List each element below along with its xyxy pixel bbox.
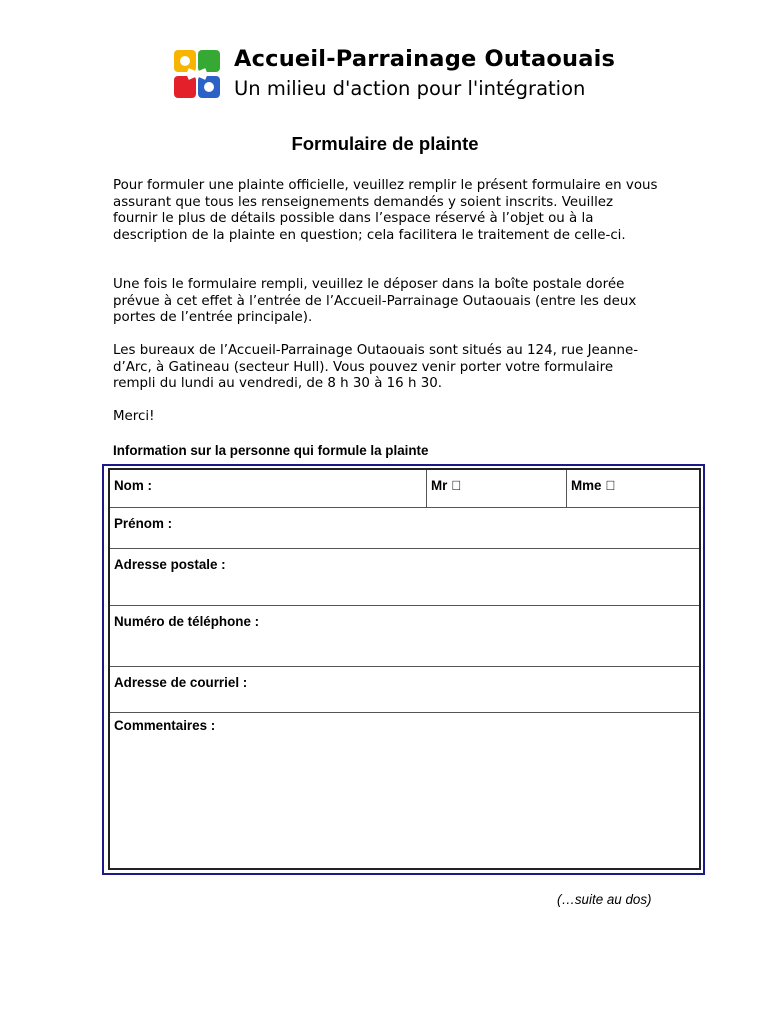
prenom-row[interactable] <box>110 508 699 549</box>
logo-red-square <box>174 76 196 98</box>
organization-logo <box>172 46 622 104</box>
adresse-row[interactable] <box>110 549 699 606</box>
mme-label: Mme <box>571 478 602 493</box>
thanks-paragraph: Merci! <box>113 409 155 424</box>
logo-green-square <box>198 50 220 72</box>
adresse-postale-label: Adresse postale : <box>114 557 226 572</box>
organization-name: Accueil-Parrainage Outaouais <box>234 46 616 72</box>
continued-note: (…suite au dos) <box>557 892 652 907</box>
commentaires-row[interactable] <box>110 713 699 868</box>
adresse-postale-field[interactable] <box>110 549 699 605</box>
organization-tagline: Un milieu d'action pour l'intégration <box>234 77 586 100</box>
intro-paragraph: Pour formuler une plainte officielle, veuillez remplir le présent formulaire en vous assurant que tous les renseignements demandés y soient inscrits. Veuillez fournir le plus de détails possible dans l’espace réservé à l’objet ou à la description de la plainte en question; cela facilitera le traitement de celle-ci. <box>113 178 658 243</box>
courriel-label: Adresse de courriel : <box>114 675 248 690</box>
mr-checkbox[interactable] <box>426 470 566 507</box>
prenom-field[interactable] <box>110 508 699 548</box>
mme-checkbox[interactable] <box>566 470 699 507</box>
nom-field[interactable] <box>110 470 426 507</box>
nom-label: Nom : <box>114 478 152 493</box>
commentaires-label: Commentaires : <box>114 718 216 733</box>
courriel-row[interactable] <box>110 667 699 713</box>
telephone-label: Numéro de téléphone : <box>114 614 260 629</box>
courriel-field[interactable] <box>110 667 699 712</box>
complaint-form <box>108 468 701 870</box>
telephone-field[interactable] <box>110 606 699 666</box>
name-row <box>110 470 699 508</box>
page-title: Formulaire de plainte <box>291 133 479 154</box>
section-heading: Information sur la personne qui formule la plainte <box>113 443 429 458</box>
telephone-row[interactable] <box>110 606 699 667</box>
office-hours-paragraph: Les bureaux de l’Accueil-Parrainage Outaouais sont situés au 124, rue Jeanne-d’Arc, à Gatineau (secteur Hull). Vous pouvez venir porter votre formulaire rempli du lundi au vendredi, de 8 h 30 à 16 h 30. <box>113 343 639 392</box>
mr-label: Mr <box>431 478 448 493</box>
submission-paragraph: Une fois le formulaire rempli, veuillez le déposer dans la boîte postale dorée prévue à cet effet à l’entrée de l’Accueil-Parrainage Outaouais (entre les deux portes de l’entrée principale). <box>113 277 637 326</box>
logo-mark-icon <box>172 48 222 100</box>
prenom-label: Prénom : <box>114 516 173 531</box>
commentaires-field[interactable] <box>110 713 699 868</box>
